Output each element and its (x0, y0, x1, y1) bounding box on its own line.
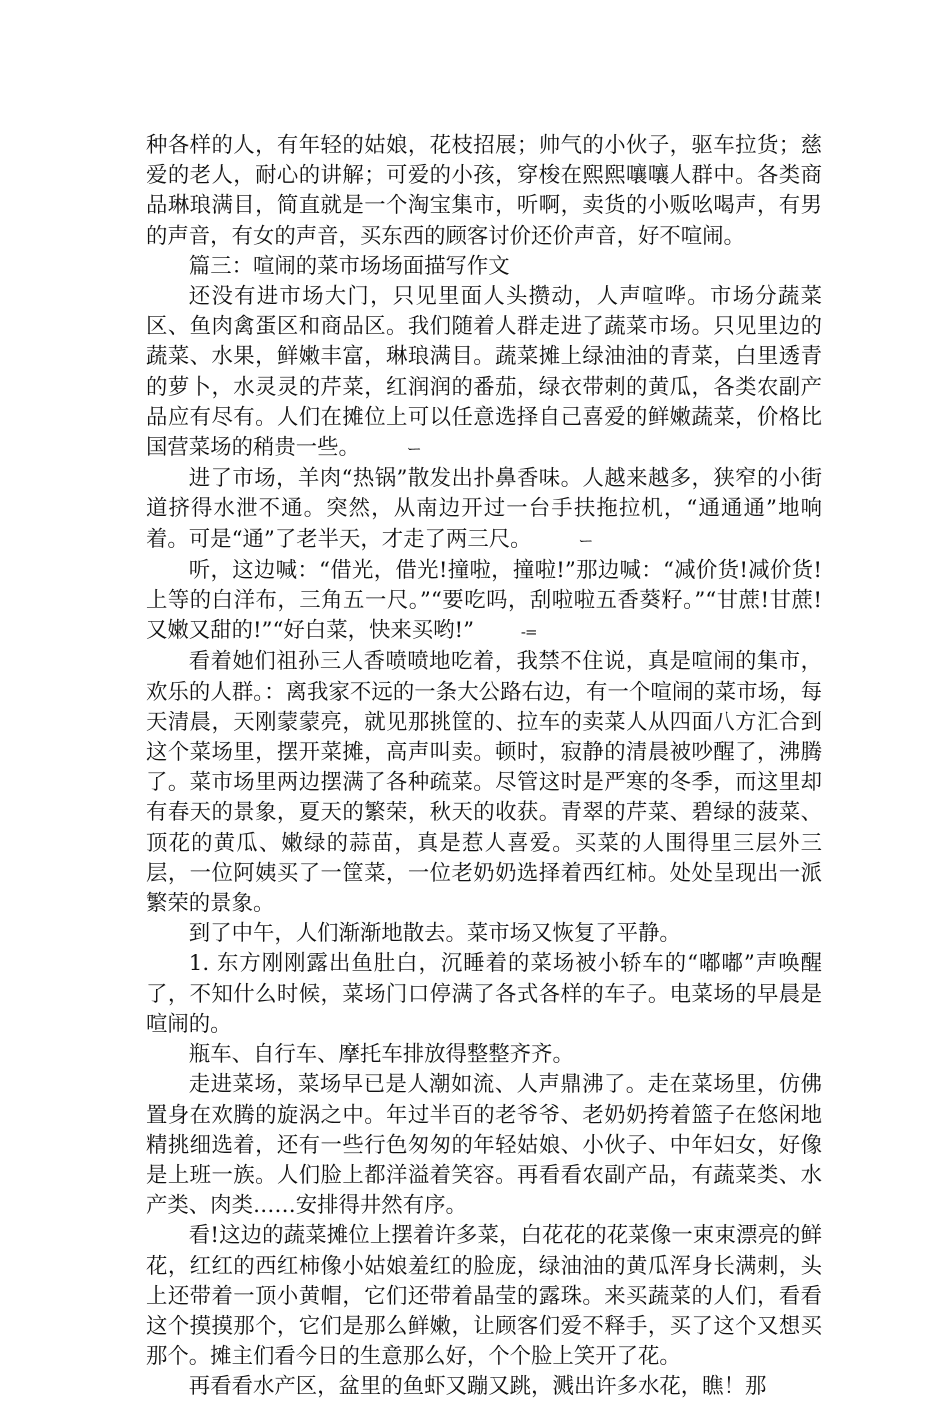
paragraph-3: 还没有进市场大门，只见里面人头攒动，人声喧哗。市场分蔬菜区、鱼肉禽蛋区和商品区。我们随着人群走进了蔬菜市场。只见里边的蔬菜、水果，鲜嫩丰富，琳琅满目。蔬菜摊上绿油油的青菜，白里透青的萝卜，水灵灵的芹菜，红润润的番茄，绿衣带刺的黄瓜，各类农副产品应有尽有。人们在摊位上可以任意选择自己喜爱的鲜嫩蔬菜，价格比国营菜场的稍贵一些。 ー (146, 282, 822, 464)
paragraph-1: 种各样的人，有年轻的姑娘，花枝招展；帅气的小伙子，驱车拉货；慈爱的老人，耐心的讲解；可爱的小孩，穿梭在熙熙嚷嚷人群中。各类商品琳琅满目，简直就是一个淘宝集市，听啊，卖货的小贩吆喝声，有男的声音，有女的声音，买东西的顾客讨价还价声音，好不喧闹。 (146, 133, 822, 249)
paragraph-12: 再看看水产区，盆里的鱼虾又蹦又跳，溅出许多水花，瞧！那 (188, 1374, 767, 1400)
paragraph-6: 看着她们祖孙三人香喷喷地吃着，我禁不住说，真是喧闹的集市，欢乐的人群。：离我家不远的一条大公路右边，有一个喧闹的菜市场，每天清晨，天刚蒙蒙亮，就见那挑筐的、拉车的卖菜人从四面八方汇合到这个菜场里，摆开菜摊，高声叫卖。顿时，寂静的清晨被吵醒了，沸腾了。菜市场里两边摆满了各种疏菜。尽管这时是严寒的冬季，而这里却有春天的景象，夏天的繁荣，秋天的收获。青翠的芹菜、碧绿的菠菜、顶花的黄瓜、嫩绿的蒜苗，真是惹人喜爱。买菜的人围得里三层外三层，一位阿姨买了一筐菜，一位老奶奶选择着西红柿。处处呈现出一派繁荣的景象。 (146, 649, 822, 917)
stray-mark: -= (520, 623, 537, 642)
paragraph-8: 1. 东方刚刚露出鱼肚白，沉睡着的菜场被小轿车的“嘟嘟”声唤醒了，不知什么时候，菜场门口停满了各式各样的车子。电菜场的早晨是喧闹的。 (146, 951, 822, 1037)
paragraph-9: 瓶车、自行车、摩托车排放得整整齐齐。 (188, 1042, 574, 1068)
paragraph-11: 看!这边的蔬菜摊位上摆着许多菜，白花花的花菜像一束束漂亮的鲜花，红红的西红柿像小姑娘羞红的脸庞，绿油油的黄瓜浑身长满刺，头上还带着一顶小黄帽，它们还带着晶莹的露珠。来买蔬菜的人们，看看这个摸摸那个，它们是那么鲜嫩，让顾客们爱不释手，买了这个又想买那个。摊主们看今日的生意那么好，个个脸上笑开了花。 (146, 1223, 822, 1370)
paragraph-7: 到了中午，人们渐渐地散去。菜市场又恢复了平静。 (188, 921, 681, 947)
paragraph-4: 进了市场，羊肉“热锅”散发出扑鼻香味。人越来越多，狭窄的小街道挤得水泄不通。突然，从南边开过一台手扶拖拉机，“通通通”地响着。可是“通”了老半天，才走了两三尺。 ー (146, 464, 822, 556)
paragraph-5: 听，这边喊：“借光，借光!撞啦，撞啦!”那边喊：“减价货!减价货!上等的白洋布，三角五一尺。”“要吃吗，刮啦啦五香葵籽。”“甘蔗!甘蔗!又嫩又甜的!”“好白菜，快来买哟!” -= (146, 556, 822, 648)
document-page (146, 131, 822, 1403)
stray-mark: ー (406, 440, 421, 459)
paragraph-10: 走进菜场，菜场早已是人潮如流、人声鼎沸了。走在菜场里，仿佛置身在欢腾的旋涡之中。年过半百的老爷爷、老奶奶挎着篮子在悠闲地精挑细选着，还有一些行色匆匆的年轻姑娘、小伙子、中年妇女，好像是上班一族。人们脸上都洋溢着笑容。再看看农副产品，有蔬菜类、水产类、肉类……安排得井然有序。 (146, 1072, 822, 1219)
section-heading: 篇三：喧闹的菜市场场面描写作文 (188, 253, 510, 279)
stray-mark: ー (578, 531, 593, 550)
